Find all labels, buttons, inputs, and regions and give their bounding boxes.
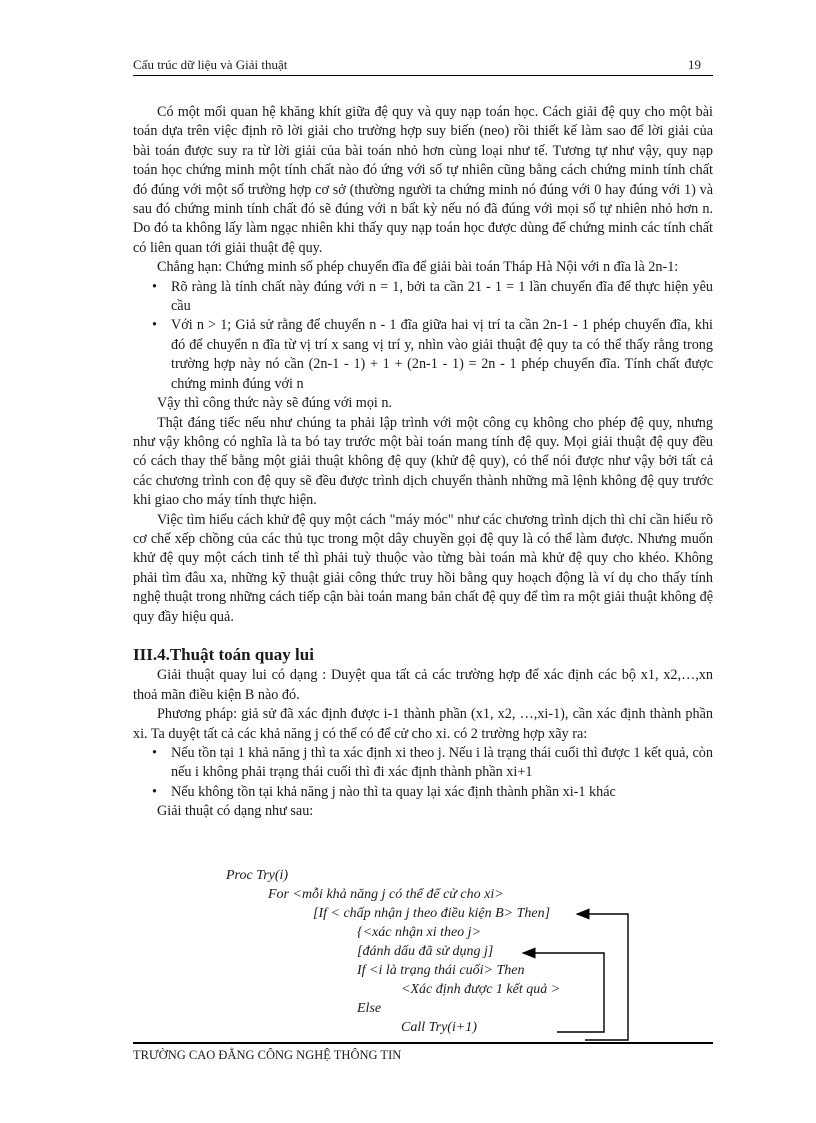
paragraph: Có một mối quan hệ khăng khít giữa đệ quy và quy nạp toán học. Cách giải đệ quy cho một bài toán dựa trên việc định rõ lời giải cho trường hợp suy biến (neo) rồi thiết kế làm sao để lời giải của bài toán được suy ra từ lời giải của bài toán nhỏ hơn cùng loại như tế. Tương tự như vậy, quy nạp toán học chứng minh một tính chất nào đó ứng với số tự nhiên cũng bằng cách chứng minh tính chất đó đúng với một số trường hợp cơ sở (thường người ta chứng minh nó đúng với 0 hay đúng với 1) và sau đó chứng minh tính chất đó sẽ đúng với n bất kỳ nếu nó đã đúng với mọi số tự nhiên nhỏ hơn n. Do đó ta không lấy làm ngạc nhiên khi thấy quy nạp toán học được dùng để chứng minh các tính chất có liên quan tới giải thuật đệ quy. [133, 104, 713, 256]
bullet-item [133, 744, 713, 783]
paragraph: Phương pháp: giả sử đã xác định được i-1 thành phần (x1, x2, …,xi-1), cần xác định thành phần xi. Ta duyệt tất cả các khả năng j có thể có để cử cho xi. có 2 trường hợp xãy ra: [133, 706, 713, 742]
section-heading: III.4.Thuật toán quay lui [133, 644, 314, 664]
bullet-item [133, 783, 713, 802]
bullet-icon: • [152, 783, 157, 800]
code-line: <Xác định được 1 kết quả > [401, 982, 561, 997]
header-title: Cấu trúc dữ liệu và Giải thuật [133, 57, 288, 72]
code-line: Proc Try(i) [226, 868, 289, 883]
paragraph: Thật đáng tiếc nếu như chúng ta phải lập trình với một công cụ không cho phép đệ quy, nhưng như vậy không có nghĩa là ta bó tay trước một bài toán mang tính đệ quy. Mọi giải thuật đệ quy đều có cách thay thế bằng một giải thuật không đệ quy (khử đệ quy), có thể nói được như vậy bởi tất cả các chương trình con đệ quy sẽ đều được trình dịch chuyển thành những mã lệnh không đệ quy trước khi giao cho máy tính thực hiện. [133, 414, 713, 509]
footer-text: TRƯỜNG CAO ĐẲNG CÔNG NGHỆ THÔNG TIN [133, 1048, 402, 1062]
bullet-icon: • [152, 278, 157, 295]
code-line: {<xác nhận xi theo j> [357, 925, 482, 940]
paragraph: Chẳng hạn: Chứng minh số phép chuyển đĩa để giải bài toán Tháp Hà Nội với n đĩa là 2n-1: [157, 259, 679, 276]
code-line: Call Try(i+1) [401, 1020, 477, 1035]
page-header [133, 57, 713, 76]
page-footer [133, 1042, 713, 1063]
paragraph: Giải thuật quay lui có dạng : Duyệt qua tất cả các trường hợp để xác định các bộ x1, x2,…,xn thoả mãn điều kiện B nào đó. [133, 667, 713, 703]
code-line: Else [357, 1001, 382, 1016]
paragraph: Việc tìm hiểu cách khử đệ quy một cách "máy móc" như các chương trình dịch thì chỉ cần hiểu rõ cơ chế xếp chồng của các thủ tục trong một dây chuyền gọi đệ quy là có thể làm được. Nhưng muốn khử đệ quy một cách tinh tế thì phải tuỳ thuộc vào từng bài toán mà khử đệ quy cho khéo. Không phải tìm đâu xa, những kỹ thuật giải công thức truy hồi bằng quy hoạch động là ví dụ cho thấy tính nghệ thuật trong những cách tiếp cận bài toán mang bản chất đệ quy để tìm ra một giải thuật không đệ quy đầy hiệu quả. [133, 511, 713, 625]
code-line: [If < chấp nhận j theo điều kiện B> Then] [313, 906, 551, 921]
bullet-text: Với n > 1; Giả sử rằng để chuyển n - 1 đĩa giữa hai vị trí ta cần 2n-1 - 1 phép chuyển đĩa, khi đó để chuyển n đĩa từ vị trí x sang vị trí y, nhìn vào giải thuật đệ quy ta có thể thấy rằng trong trường hợp này nó cần (2n-1 - 1) + 1 + (2n-1 - 1) = 2n - 1 phép chuyển đĩa. Tính chất được chứng minh đúng với n [171, 317, 713, 392]
code-line: For <mỗi khả năng j có thể để cử cho xi> [268, 887, 504, 902]
bullet-text: Nếu không tồn tại khả năng j nào thì ta quay lại xác định thành phần xi-1 khác [171, 783, 616, 800]
code-line: If <i là trạng thái cuối> Then [357, 963, 525, 978]
bullet-text: Rõ ràng là tính chất này đúng với n = 1, bởi ta cần 21 - 1 = 1 lần chuyển đĩa để thực hiện yêu cầu [171, 278, 713, 315]
paragraph: Vậy thì công thức này sẽ đúng với mọi n. [157, 395, 393, 412]
code-intro: Giải thuật có dạng như sau: [157, 803, 314, 820]
bullet-icon: • [152, 745, 157, 761]
bullet-icon: • [152, 317, 157, 334]
page-number: 19 [688, 57, 701, 72]
loop-arrow-outer [577, 914, 628, 1040]
bullet-item [133, 316, 713, 394]
code-line: [đánh dấu đã sử dụng j] [357, 944, 494, 959]
bullet-text: Nếu tồn tại 1 khả năng j thì ta xác định xi theo j. Nếu i là trạng thái cuối thì được 1 kết quả, còn nếu i không phải trạng thái cuối thì đi xác định thành phần xi+1 [171, 745, 713, 781]
bullet-item [133, 278, 713, 317]
page-body [133, 103, 713, 822]
